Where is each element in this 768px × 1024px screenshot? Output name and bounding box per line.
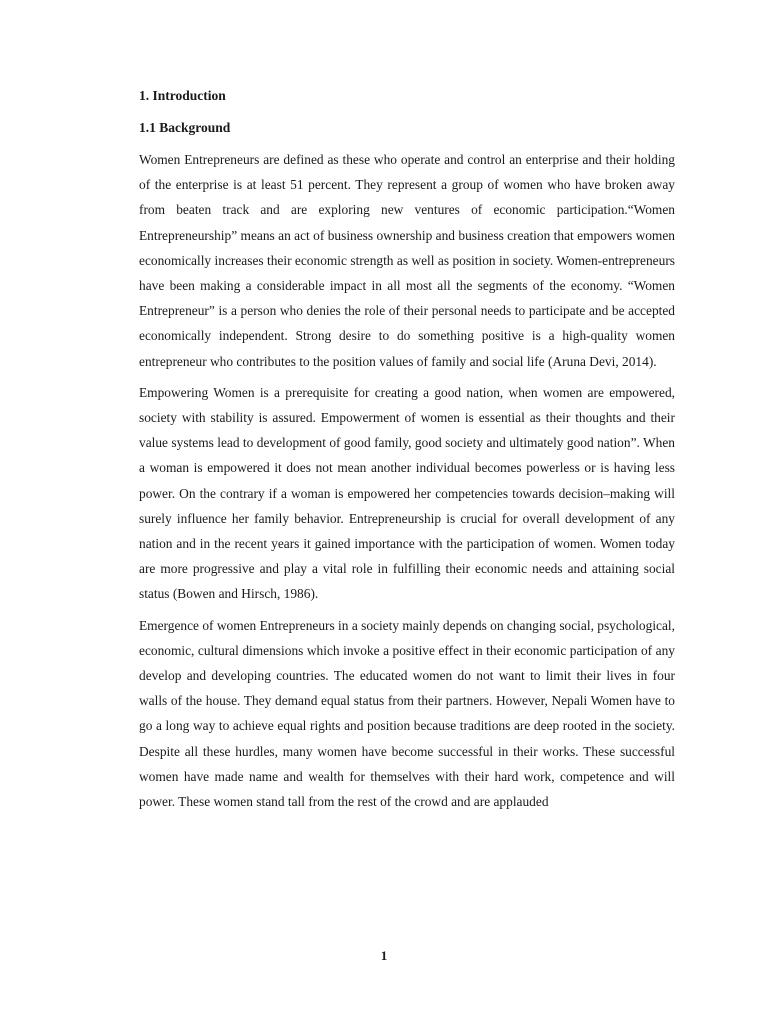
paragraph-1: Women Entrepreneurs are defined as these who operate and control an enterprise and their holding of the enterprise is at least 51 percent. They represent a group of women who have broken away from beaten track and are exploring new ventures of economic participation.“Women Entrepreneurship” means an act of business ownership and business creation that empowers women economically increases their economic strength as well as position in society. Women-entrepreneurs have been making a considerable impact in all most all the segments of the economy. “Women Entrepreneur” is a person who denies the role of their personal needs to participate and be accepted economically independent. Strong desire to do something positive is a high-quality women entrepreneur who contributes to the position values of family and social life (Aruna Devi, 2014).: [139, 152, 675, 369]
subsection-heading: 1.1 Background: [139, 120, 231, 135]
paragraph-2: Empowering Women is a prerequisite for creating a good nation, when women are empowered, society with stability is assured. Empowerment of women is essential as their thoughts and their value systems lead to development of good family, good society and ultimately good nation”. When a woman is empowered it does not mean another individual becomes powerless or is having less power. On the contrary if a woman is empowered her competencies towards decision–making will surely influence her family behavior. Entrepreneurship is crucial for overall development of any nation and in the recent years it gained importance with the participation of women. Women today are more progressive and play a vital role in fulfilling their economic needs and attaining social status (Bowen and Hirsch, 1986).: [139, 384, 675, 602]
section-heading: 1. Introduction: [139, 88, 226, 103]
page-number: 1: [380, 948, 388, 963]
page-content: [139, 86, 675, 820]
paragraph-3: Emergence of women Entrepreneurs in a society mainly depends on changing social, psychological, economic, cultural dimensions which invoke a positive effect in their economic participation of any develop and developing countries. The educated women do not want to limit their lives in four walls of the house. They demand equal status from their partners. However, Nepali Women have to go a long way to achieve equal rights and position because traditions are deep rooted in the society. Despite all these hurdles, many women have become successful in their works. These successful women have made name and wealth for themselves with their hard work, competence and will power. These women stand tall from the rest of the crowd and are applauded: [139, 617, 675, 810]
